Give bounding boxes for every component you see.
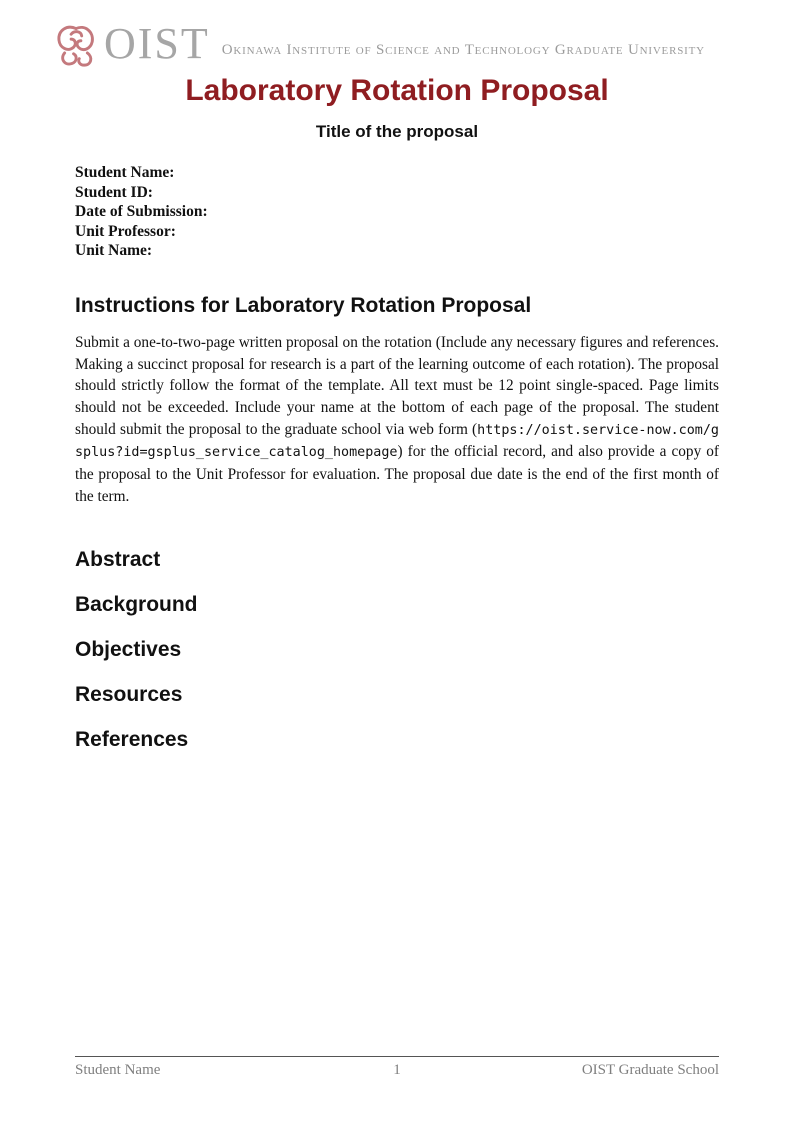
footer-student-name: Student Name — [75, 1062, 161, 1078]
page-title: Laboratory Rotation Proposal — [185, 74, 609, 107]
field-label-student-name: Student Name: — [75, 164, 175, 181]
institution-name: Okinawa Institute of Science and Technology Graduate University — [221, 41, 705, 58]
instructions-paragraph — [75, 332, 719, 508]
content — [0, 163, 794, 752]
footer-school-name: OIST Graduate School — [581, 1062, 720, 1078]
field-label-unit-name: Unit Name: — [75, 242, 153, 260]
proposal-subtitle: Title of the proposal — [315, 122, 479, 141]
proposal-url-link[interactable]: https://oist.service-now.com/gsplus?id=gsplus_service_catalog_homepage — [75, 422, 719, 461]
footer-page-number: 1 — [393, 1062, 401, 1078]
instructions-text-before-url: Submit a one-to-two-page written proposal on the rotation (Include any necessary figures and references. Making a succinct proposal for research is a part of the learning outcome of each rotation). The proposal should strictly follow the format of the template. All text must be 12 point single-spaced. Page limits should not be exceeded. Include your name at the bottom of each page of the proposal. The student should submit the proposal to the graduate school via web form ( — [75, 333, 719, 438]
student-info — [75, 163, 719, 261]
header — [0, 0, 794, 70]
field-label-unit-professor: Unit Professor: — [75, 222, 176, 240]
section-heading-background: Background — [75, 592, 198, 616]
oist-logo-icon — [50, 18, 102, 70]
footer — [75, 1056, 719, 1079]
field-label-date-of-submission: Date of Submission: — [75, 203, 208, 221]
section-heading-abstract: Abstract — [75, 547, 161, 571]
section-heading-references: References — [75, 727, 189, 751]
instructions-heading: Instructions for Laboratory Rotation Proposal — [75, 293, 532, 317]
section-heading-resources: Resources — [75, 682, 183, 706]
instructions-text-after-url: ) for the official record, and also provide a copy of the proposal to the Unit Professor for evaluation. The proposal due date is the end of the first month of the term. — [75, 443, 719, 505]
oist-wordmark: OIST — [104, 19, 210, 68]
field-label-student-id: Student ID: — [75, 183, 153, 201]
section-heading-objectives: Objectives — [75, 637, 182, 661]
